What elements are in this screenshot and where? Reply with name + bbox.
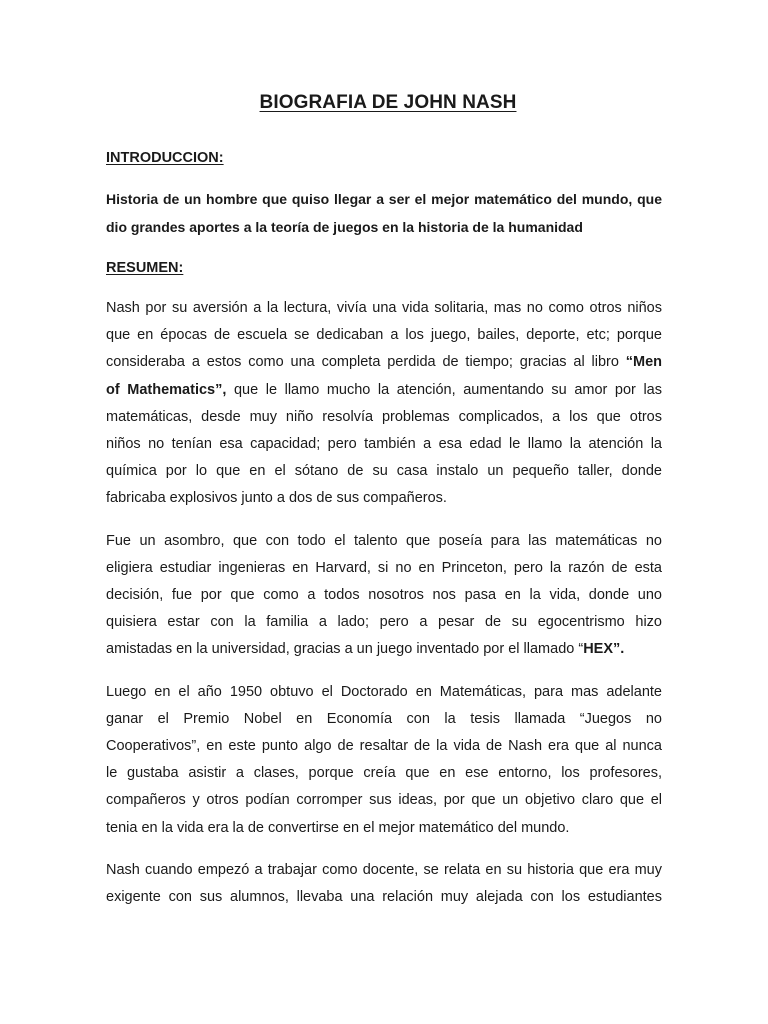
game-name-bold: HEX”. <box>583 641 625 658</box>
intro-heading: INTRODUCCION: <box>106 150 224 166</box>
text-line: quisiera estar con la familia a lado; pero a pesar de su egocentrismo hizo <box>106 614 662 631</box>
paragraph-1 <box>106 295 662 513</box>
text-span: amistadas en la universidad, gracias a un juego inventado por el llamado “ <box>106 641 584 658</box>
text-line: ganar el Premio Nobel en Economía con la tesis llamada “Juegos no <box>106 710 662 727</box>
text-line: Luego en el año 1950 obtuvo el Doctorado en Matemáticas, para mas adelante <box>106 683 662 700</box>
document-page <box>106 92 662 911</box>
text-span: consideraba a estos como una completa perdida de tiempo; gracias al libro <box>106 354 626 371</box>
text-line: tenia en la vida era la de convertirse en el mejor matemático del mundo. <box>106 819 570 836</box>
text-line: fabricaba explosivos junto a dos de sus compañeros. <box>106 490 447 507</box>
book-title-bold: of Mathematics”, <box>106 381 227 398</box>
text-line: le gustaba asistir a clases, porque creía que en ese entorno, los profesores, <box>106 765 662 782</box>
text-line: matemáticas, desde muy niño resolvía problemas complicados, a los que otros <box>106 408 662 425</box>
text-line <box>106 377 662 404</box>
text-line: Nash por su aversión a la lectura, vivía una vida solitaria, mas no como otros niños <box>106 300 662 316</box>
resumen-heading: RESUMEN: <box>106 260 184 276</box>
paragraph-4 <box>106 857 662 911</box>
text-span: que le llamo mucho la atención, aumentando su amor por las <box>226 381 662 398</box>
intro-line: Historia de un hombre que quiso llegar a ser el mejor matemático del mundo, que <box>106 191 662 207</box>
intro-paragraph <box>106 185 662 241</box>
text-line: eligiera estudiar ingenieras en Harvard, si no en Princeton, pero la razón de esta <box>106 559 662 576</box>
document-title: BIOGRAFIA DE JOHN NASH <box>259 92 517 113</box>
text-line: exigente con sus alumnos, llevaba una relación muy alejada con los estudiantes <box>106 889 662 906</box>
intro-line: dio grandes aportes a la teoría de juegos en la historia de la humanidad <box>106 219 583 235</box>
text-line <box>106 349 662 376</box>
text-line <box>106 636 662 663</box>
text-line: Nash cuando empezó a trabajar como docente, se relata en su historia que era muy <box>106 861 662 878</box>
text-line: niños no tenían esa capacidad; pero también a esa edad le llamo la atención la <box>106 436 662 453</box>
text-line: decisión, fue por que como a todos nosotros nos pasa en la vida, donde uno <box>106 587 662 604</box>
text-line: Cooperativos”, en este punto algo de resaltar de la vida de Nash era que al nunca <box>106 738 662 755</box>
paragraph-2 <box>106 528 662 664</box>
text-line: que en épocas de escuela se dedicaban a los juego, bailes, deporte, etc; porque <box>106 327 662 344</box>
text-line: Fue un asombro, que con todo el talento que poseía para las matemáticas no <box>106 532 662 549</box>
text-line: química por lo que en el sótano de su casa instalo un pequeño taller, donde <box>106 463 662 480</box>
book-title-bold: “Men <box>625 354 662 371</box>
paragraph-3 <box>106 679 662 842</box>
text-line: compañeros y otros podían corromper sus ideas, por que un objetivo claro que el <box>106 792 662 809</box>
